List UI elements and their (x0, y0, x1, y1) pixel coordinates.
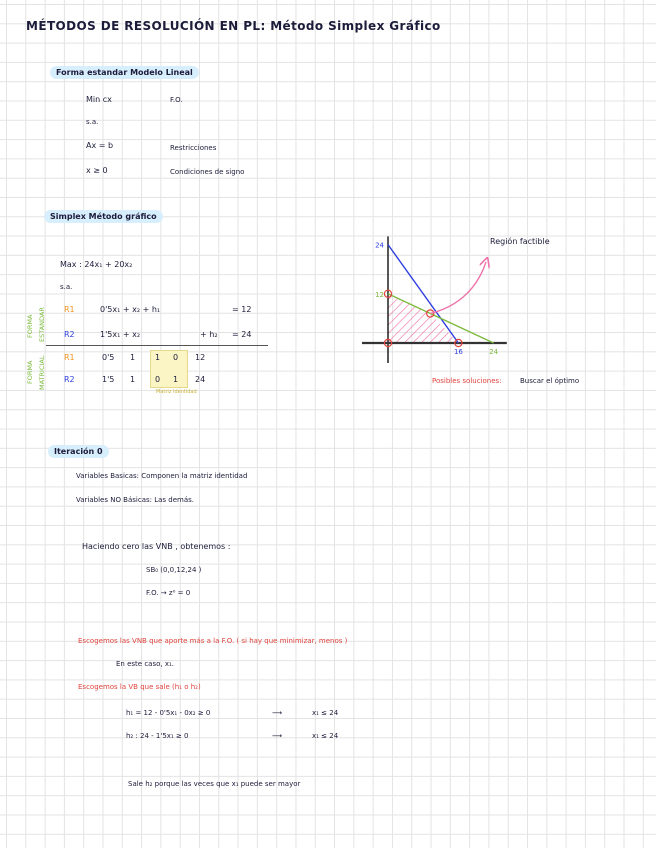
basic-solution: SB₀ (0,0,12,24 ) (146, 566, 202, 574)
standard-form-heading: Forma estandar Modelo Lineal (50, 66, 199, 79)
m2-v3: 1 (173, 375, 179, 384)
m2-v1: 1 (130, 375, 136, 384)
nonbasic-variables: Variables NO Básicas: Las demás. (76, 496, 195, 504)
h1-result: x₁ ≤ 24 (312, 709, 339, 717)
side-label-estandar: ESTANDAR (38, 307, 46, 342)
m1-v1: 1 (130, 353, 136, 362)
page-title: MÉTODOS DE RESOLUCIÓN EN PL: Método Simplex Gráfico (26, 19, 441, 33)
m2-v0: 1'5 (102, 375, 115, 384)
m2-label: R2 (64, 375, 75, 384)
side-label-forma: FORMA (26, 314, 34, 338)
r1-rhs: = 12 (232, 305, 252, 314)
objective-function: Max : 24x₁ + 20x₂ (60, 260, 133, 269)
standard-line-sign: x ≥ 0 (86, 166, 108, 175)
standard-note-restricciones: Restricciones (170, 144, 217, 152)
objective-value: F.O. → z⁰ = 0 (146, 589, 191, 597)
m2-v2: 0 (155, 375, 161, 384)
caption-possible-solutions: Posibles soluciones: (432, 377, 502, 385)
m1-v3: 0 (173, 353, 179, 362)
y-tick-label-24: 24 (375, 241, 384, 250)
m1-v4: 12 (195, 353, 206, 362)
r2-rhs: = 24 (232, 330, 252, 339)
conclusion: Sale h₂ porque las veces que x₁ puede ser mayor (128, 780, 301, 788)
caption-find-optimum: Buscar el óptimo (520, 377, 580, 385)
objective-arrow (430, 262, 486, 313)
feasible-region (388, 294, 458, 343)
iteration-heading: Iteración 0 (48, 445, 109, 458)
m1-v0: 0'5 (102, 353, 115, 362)
m1-v2: 1 (155, 353, 161, 362)
doing-zero: Haciendo cero las VNB , obtenemos : (82, 542, 231, 551)
h1-equation: h₁ = 12 - 0'5x₁ - 0x₂ ≥ 0 (126, 709, 211, 717)
graphic-heading: Simplex Método gráfico (44, 210, 163, 223)
m2-v4: 24 (195, 375, 206, 384)
standard-line-ax: Ax = b (86, 141, 114, 150)
r2-h2: + h₂ (200, 330, 218, 339)
this-case: En este caso, x₁. (116, 660, 175, 668)
r2-equation: 1'5x₁ + x₂ (100, 330, 141, 339)
y-tick-label-12: 12 (375, 290, 384, 299)
side-label-matricial: MATRICIAL (38, 355, 46, 390)
side-label-forma-2: FORMA (26, 360, 34, 384)
standard-line-sa: s.a. (86, 118, 99, 126)
choose-entering: Escogemos las VNB que aporte más a la F.O. ( si hay que minimizar, menos ) (78, 637, 348, 645)
r2-label: R2 (64, 330, 75, 339)
choose-leaving: Escogemos la VB que sale (h₁ o h₂) (78, 683, 201, 691)
basic-variables: Variables Basicas: Componen la matriz identidad (76, 472, 248, 480)
region-label: Región factible (490, 237, 550, 246)
x-tick-label-24: 24 (489, 348, 499, 356)
h2-equation: h₂ : 24 - 1'5x₁ ≥ 0 (126, 732, 189, 740)
standard-note-fo: F.O. (170, 96, 183, 104)
standard-note-sign: Condiciones de signo (170, 168, 245, 176)
r1-label: R1 (64, 305, 75, 314)
r1-equation: 0'5x₁ + x₂ + h₁ (100, 305, 161, 314)
identity-note: Matriz Identidad (156, 389, 197, 395)
graphic-sa: s.a. (60, 283, 73, 291)
standard-line-min: Min cx (86, 95, 112, 104)
h2-arrow: ⟶ (272, 732, 283, 740)
x-tick-label-16: 16 (453, 348, 463, 356)
h2-result: x₁ ≤ 24 (312, 732, 339, 740)
m1-label: R1 (64, 353, 75, 362)
h1-arrow: ⟶ (272, 709, 283, 717)
